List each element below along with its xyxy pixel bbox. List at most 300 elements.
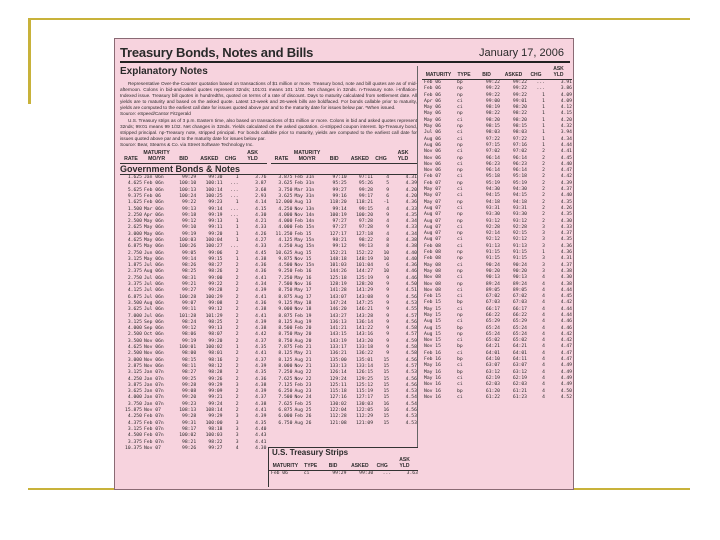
bills-cell: np — [457, 155, 463, 161]
gov-cell: 8.875 — [278, 313, 293, 319]
bills-cell: 98:20 — [512, 105, 527, 111]
gov-cell: Feb 07n — [143, 439, 164, 445]
gov-cell: 4.57 — [405, 313, 417, 319]
gov-cell: ... — [230, 181, 239, 187]
bills-cell: 3 — [542, 243, 545, 249]
bills-cell: ci — [457, 117, 463, 123]
gov-cell: 99:09 — [208, 389, 223, 395]
gov-cell: 3.125 — [127, 319, 142, 325]
gov-cell: 98:00 — [182, 351, 197, 357]
bills-cell: 67:03 — [485, 300, 500, 306]
bills-cell: 98:15 — [512, 124, 527, 130]
bills-cell: 1 — [542, 111, 545, 117]
bills-cell: 65:24 — [512, 331, 527, 337]
bills-cell: 2 — [542, 180, 545, 186]
gov-cell: 4.20 — [405, 193, 417, 199]
gov-cell: 100:27 — [205, 244, 223, 250]
gov-cell: Mar 31n — [294, 187, 315, 193]
bills-cell: 99:01 — [512, 98, 527, 104]
bills-cell: 97:02 — [485, 149, 500, 155]
bills-cell: ci — [457, 98, 463, 104]
bills-cell: np — [457, 312, 463, 318]
gov-cell: 98:27 — [182, 370, 197, 376]
gov-cell: Nov 13n — [294, 206, 315, 212]
gov-cell: 99:28 — [358, 187, 374, 193]
bills-cell: 94:15 — [485, 193, 500, 199]
gov-cell: 144:26 — [329, 269, 347, 275]
gov-cell: 100:01 — [179, 345, 197, 351]
gov-cell: 4 — [386, 219, 390, 225]
bills-cell: 4 — [542, 382, 545, 388]
gov-cell: May 06n — [143, 225, 164, 231]
gov-cell: 99:28 — [182, 382, 197, 388]
gov-cell: Mar 06n — [143, 206, 164, 212]
gov-cell: 99:19 — [182, 338, 197, 344]
gov-cell: Nov 06n — [143, 357, 164, 363]
gov-cell: Jul 06n — [143, 294, 164, 300]
bills-cell: ci — [457, 193, 463, 199]
bills-cell: Aug 07 — [424, 237, 441, 243]
gov-cell: 118:20 — [329, 200, 347, 206]
bills-cell: 96:23 — [485, 161, 500, 167]
gov-cell: 4.20 — [405, 187, 417, 193]
gov-cell: May 18 — [294, 300, 312, 306]
gov-cell: 99:06 — [208, 250, 223, 256]
gov-cell: Nov 06n — [143, 363, 164, 369]
gov-cell: 9 — [386, 282, 390, 288]
gov-cell: 4.46 — [405, 269, 417, 275]
gov-cell: 4.43 — [255, 433, 267, 439]
gov-cell: 8.125 — [278, 319, 293, 325]
bills-cell: 98:20 — [512, 117, 527, 123]
bills-cell: 91:15 — [485, 256, 500, 262]
gov-cell: 4.500 — [278, 263, 293, 269]
gov-cell: 3 — [235, 426, 239, 432]
bills-cell: 92:15 — [512, 231, 527, 237]
bills-cell: 4 — [542, 331, 545, 337]
bills-cell: May 15 — [424, 306, 441, 312]
gov-cell: Nov 14n — [294, 212, 315, 218]
gov-cell: 98:26 — [208, 269, 223, 275]
gov-cell: 98:31 — [182, 275, 197, 281]
gov-cell: 99:26 — [208, 376, 223, 382]
gov-cell: May 06n — [143, 244, 164, 250]
bills-cell: bp — [457, 80, 463, 85]
gov-cell: 4.31 — [405, 175, 417, 181]
gov-cell: -1 — [383, 200, 390, 206]
gov-cell: 4.53 — [405, 414, 417, 420]
bills-cell: 98:03 — [512, 130, 527, 136]
gov-cell: 7.500 — [278, 282, 293, 288]
bills-cell: 4.52 — [560, 394, 572, 400]
bills-cell: 91:13 — [485, 243, 500, 249]
bills-cell: ci — [457, 224, 463, 230]
gov-cell: 3.125 — [127, 426, 142, 432]
col-header: ASK YLD — [399, 457, 410, 469]
bills-cell: np — [457, 212, 463, 218]
gov-cell: Aug 06n — [143, 269, 164, 275]
gov-cell: 99:12 — [208, 307, 223, 313]
gov-cell: Jan 07n — [143, 382, 164, 388]
bills-cell: 1 — [542, 130, 545, 136]
strips-cell: 3.63 — [406, 471, 418, 476]
bills-cell: 3 — [542, 268, 545, 274]
gov-cell: 4.42 — [255, 332, 267, 338]
gov-cell: 99:29 — [208, 382, 223, 388]
gov-cell: 99:08 — [208, 300, 223, 306]
bills-cell: 4.46 — [560, 325, 572, 331]
gov-cell: 15 — [383, 414, 390, 420]
gov-cell: 95:26 — [358, 181, 374, 187]
gov-cell: Feb 07n — [143, 420, 164, 426]
gov-cell: 4.15 — [255, 206, 267, 212]
gov-cell: 152:22 — [356, 250, 374, 256]
gov-cell: 8.875 — [278, 294, 293, 300]
gov-cell: 6.875 — [127, 244, 142, 250]
gov-cell: 9 — [386, 307, 390, 313]
newspaper-clipping — [114, 38, 574, 490]
bills-cell: 4.35 — [560, 237, 572, 243]
gov-cell: 10.375 — [125, 445, 142, 451]
gov-col-header: BID — [179, 156, 189, 163]
bills-cell: 67:03 — [512, 300, 527, 306]
bills-cell: 94:30 — [485, 187, 500, 193]
bills-cell: 3 — [542, 231, 545, 237]
gov-cell: 122:05 — [356, 408, 374, 414]
gov-cell: 4.33 — [405, 225, 417, 231]
gov-cell: 15 — [383, 370, 390, 376]
gov-cell: 2 — [235, 275, 239, 281]
bills-cell: Feb 15 — [424, 294, 441, 300]
strips-column-headers — [269, 457, 418, 471]
gov-cell: 4.625 — [127, 238, 142, 243]
gov-cell: 3.76 — [255, 175, 267, 181]
bills-cell: 63:07 — [485, 363, 500, 369]
gov-cell: 4.40 — [405, 256, 417, 262]
bills-cell: 62:19 — [512, 375, 527, 381]
gov-cell: 98:24 — [182, 319, 197, 325]
page-title: Treasury Bonds, Notes and Bills — [120, 45, 314, 60]
gov-cell: 4.40 — [255, 426, 267, 432]
gov-cell: 4.53 — [405, 300, 417, 306]
gov-cell: 141:22 — [356, 326, 374, 332]
bills-cell: ci — [457, 287, 463, 293]
gov-cell: 4.41 — [255, 439, 267, 445]
bills-cell: Nov 15 — [424, 344, 441, 350]
bills-cell: bp — [457, 369, 463, 375]
gov-cell: 3.375 — [127, 439, 142, 445]
gov-cell: 2 — [235, 269, 239, 275]
gov-cell: 4.41 — [255, 313, 267, 319]
gov-cell: Feb 21 — [294, 345, 312, 351]
gov-cell: 99:14 — [208, 206, 223, 212]
bills-cell: 99:22 — [512, 86, 527, 92]
gov-cell: 3 — [235, 433, 239, 439]
gov-cell: Aug 23 — [294, 389, 312, 395]
gov-cell: Nov 16 — [294, 282, 312, 288]
bills-cell: 4.39 — [560, 180, 572, 186]
col-header: MATURITY — [272, 463, 299, 469]
bills-cell: 4 — [542, 319, 545, 325]
gov-cell: 4.59 — [405, 338, 417, 344]
gov-cell: 101:04 — [356, 263, 374, 269]
gov-cell: 15.875 — [125, 408, 142, 414]
gov-cell: 143:15 — [329, 332, 347, 338]
bills-cell: 95:19 — [512, 180, 527, 186]
bills-cell: 94:30 — [512, 187, 527, 193]
gov-cell: ... — [230, 193, 239, 199]
bills-cell: 90:13 — [512, 275, 527, 281]
gov-col-header: ASKED — [350, 156, 369, 163]
notes-paragraph-2: U.S. Treasury strips as of 3 p.m. Eastern time, also based on transactions of $1 million or more. Colons in bid and asked quotes represent 32nds; 99:01 means 99 1/32. Net changes in 32nds. Yields calculated on the asked quotation. ci-stripped coupon interest. bp-Treasury bond, stripped principal. np-Treasury note, stripped principal. For bonds callable prior to maturity, yields are computed to the earliest call date for issues quoted above par and to the maturity date for issues below par. — [120, 117, 417, 141]
gov-cell: Feb 19 — [294, 313, 312, 319]
bills-cell: 1 — [542, 92, 545, 98]
gov-cell: 8.750 — [278, 338, 293, 344]
gov-row — [120, 446, 267, 452]
gov-cell: 2 — [235, 363, 239, 369]
bills-cell: 90:24 — [512, 262, 527, 268]
gov-cell: 4.39 — [255, 288, 267, 294]
bills-cell: 65:24 — [485, 325, 500, 331]
gov-cell: Feb 07n — [143, 414, 164, 420]
gov-cell: 4.55 — [405, 307, 417, 313]
gov-cell: 4.36 — [405, 200, 417, 206]
gov-cell: 147:24 — [329, 300, 347, 306]
gov-cell: 100:10 — [179, 181, 197, 187]
gov-cell: 4.38 — [255, 401, 267, 407]
bills-cell: 3.94 — [560, 130, 572, 136]
bills-cell: 1 — [542, 105, 545, 111]
gov-cell: 4.38 — [255, 326, 267, 332]
gov-cell: 100:13 — [179, 187, 197, 193]
bills-cell: 1 — [542, 124, 545, 130]
bills-cell: 61:20 — [485, 388, 500, 394]
gov-cell: Nov 18 — [294, 307, 312, 313]
gov-col-header: RATE — [124, 156, 138, 163]
bills-cell: 95:18 — [512, 174, 527, 180]
gov-cell: 99:29 — [182, 175, 197, 181]
strips-heading: U.S. Treasury Strips — [272, 448, 349, 457]
gov-cell: 133:18 — [356, 345, 374, 351]
gov-cell: May 06n — [143, 219, 164, 225]
gov-cell: Feb 07n — [143, 426, 164, 432]
gov-cell: Feb 14n — [294, 219, 315, 225]
bills-cell: 4.30 — [560, 218, 572, 224]
gov-cell: 2 — [235, 376, 239, 382]
gov-cell: 98:01 — [208, 351, 223, 357]
gov-cell: 99:05 — [182, 250, 197, 256]
gov-cell: Aug 17 — [294, 294, 312, 300]
bills-cell: 93:31 — [512, 205, 527, 211]
gov-cell: 4.37 — [255, 395, 267, 401]
bills-cell: 65:02 — [485, 338, 500, 344]
bills-cell: 95:19 — [485, 180, 500, 186]
gov-cell: 99:16 — [332, 193, 347, 199]
bills-cell: 96:14 — [512, 155, 527, 161]
gov-cell: 3.375 — [127, 282, 142, 288]
gov-cell: 4 — [386, 206, 390, 212]
bills-cell: 4 — [542, 312, 545, 318]
bills-cell: 2 — [542, 161, 545, 167]
gov-cell: 7.625 — [278, 376, 293, 382]
gov-cell: 3.625 — [278, 181, 293, 187]
gov-cell: 9 — [386, 345, 390, 351]
gov-cell: 133:17 — [329, 345, 347, 351]
bills-cell: 4 — [542, 294, 545, 300]
bills-cell: ci — [457, 275, 463, 281]
bills-cell: May 16 — [424, 363, 441, 369]
bills-cell: Nov 06 — [424, 155, 441, 161]
bills-table — [422, 80, 572, 401]
gov-cell: 143:27 — [329, 313, 347, 319]
bills-cell: ci — [457, 394, 463, 400]
bills-cell: 4.45 — [560, 294, 572, 300]
gov-cell: May 20 — [294, 332, 312, 338]
bills-cell: np — [457, 331, 463, 337]
gov-cell: 129:25 — [356, 376, 374, 382]
gov-cell: 4.39 — [255, 319, 267, 325]
gov-cell: 4.36 — [255, 376, 267, 382]
gov-cell: 99:18 — [182, 212, 197, 218]
gov-cell: 16 — [383, 401, 390, 407]
gov-cell: 127:18 — [356, 231, 374, 237]
gov-cell: 136:22 — [356, 351, 374, 357]
bills-cell: 4.09 — [560, 92, 572, 98]
gov-cell: 15 — [383, 376, 390, 382]
gov-cell: 3.625 — [127, 389, 142, 395]
gov-cell: 4.35 — [255, 420, 267, 426]
gov-cell: 9 — [386, 319, 390, 325]
gov-cell: 99:14 — [182, 256, 197, 262]
gov-cell: 99:22 — [208, 282, 223, 288]
bills-cell: ci — [457, 262, 463, 268]
gov-cell: 4.250 — [127, 414, 142, 420]
gov-cell: 99:19 — [182, 231, 197, 237]
bills-cell: ... — [536, 86, 545, 92]
gov-cell: Oct 06n — [143, 332, 164, 338]
bills-cell: 91:15 — [512, 256, 527, 262]
bills-cell: 4 — [542, 300, 545, 306]
gov-cell: 3.625 — [278, 193, 293, 199]
bills-cell: 4.44 — [560, 287, 572, 293]
bills-cell: 4.35 — [560, 199, 572, 205]
gov-cell: 4.36 — [255, 300, 267, 306]
gov-cell: 6.875 — [278, 408, 293, 414]
bills-cell: 65:29 — [485, 319, 500, 325]
gov-cell: 3.750 — [278, 187, 293, 193]
gov-cell: Feb 23 — [294, 382, 312, 388]
bills-cell: 4 — [542, 275, 545, 281]
bills-cell: 65:24 — [512, 325, 527, 331]
gov-cell: 4.39 — [405, 181, 417, 187]
gov-cell: 99:23 — [182, 401, 197, 407]
gov-cell: 99:31 — [182, 420, 197, 426]
gov-cell: 2 — [235, 288, 239, 294]
bills-cell: np — [457, 250, 463, 256]
bills-cell: 3 — [542, 224, 545, 230]
gov-cell: May 06n — [143, 231, 164, 237]
gov-cell: 99:15 — [208, 256, 223, 262]
bills-cell: 4.32 — [560, 124, 572, 130]
gov-cell: Feb 06n — [143, 181, 164, 187]
bills-cell: 66:22 — [512, 312, 527, 318]
bills-cell: 4.26 — [560, 205, 572, 211]
bills-cell: ci — [457, 187, 463, 193]
bills-cell: 92:28 — [512, 224, 527, 230]
gov-cell: 4.41 — [255, 408, 267, 414]
bills-cell: May 08 — [424, 268, 441, 274]
bills-cell: np — [457, 168, 463, 174]
bills-cell: ci — [457, 149, 463, 155]
gov-col-header: RATE — [274, 156, 289, 163]
bills-cell: bp — [457, 325, 463, 331]
gov-cell: 98:16 — [208, 357, 223, 363]
bills-cell: Aug 15 — [424, 325, 441, 331]
gov-cell: 5 — [386, 181, 390, 187]
gov-cell: 98:17 — [182, 426, 197, 432]
gov-cell: 100:26 — [179, 244, 197, 250]
bills-cell: Aug 07 — [424, 212, 441, 218]
col-header: BID — [328, 463, 338, 469]
bills-cell: np — [457, 124, 463, 130]
gov-cell: 98:07 — [208, 332, 223, 338]
gov-cell: 4.56 — [405, 294, 417, 300]
gov-cell: 100:02 — [205, 345, 223, 351]
bills-cell: 94:15 — [512, 193, 527, 199]
bills-cell: np — [457, 256, 463, 262]
gov-cell: Aug 26 — [294, 420, 312, 426]
gov-cell: 143:16 — [356, 332, 374, 338]
gov-cell: 4.53 — [405, 389, 417, 395]
bills-cell: 2 — [542, 218, 545, 224]
bills-cell: ci — [457, 350, 463, 356]
gov-cell: 128:19 — [329, 282, 347, 288]
bills-cell: np — [457, 142, 463, 148]
bills-cell: 4.50 — [560, 388, 572, 394]
bills-cell: 4.38 — [560, 281, 572, 287]
gov-cell: 8.125 — [278, 357, 293, 363]
gov-cell: 99:21 — [208, 395, 223, 401]
gov-cell: 148:19 — [356, 256, 374, 262]
gov-cell: 98:22 — [358, 238, 374, 243]
gov-cell: 141:29 — [356, 288, 374, 294]
gov-cell: 3.125 — [127, 370, 142, 376]
bills-cell: 92:14 — [485, 231, 500, 237]
gov-cell: 2 — [235, 313, 239, 319]
bills-cell: Nov 08 — [424, 281, 441, 287]
bills-cell: 99:22 — [512, 92, 527, 98]
gov-cell: 2.500 — [127, 219, 142, 225]
gov-cell: 2 — [235, 282, 239, 288]
gov-cell: 4.000 — [278, 212, 293, 218]
gov-cell: 1 — [235, 256, 239, 262]
bills-cell: 99:22 — [485, 92, 500, 98]
gov-cell: 3.000 — [127, 357, 142, 363]
gov-cell: 98:12 — [208, 363, 223, 369]
bills-cell: ci — [457, 205, 463, 211]
gov-cell: 125:19 — [356, 275, 374, 281]
bills-cell: 4.46 — [560, 319, 572, 325]
gov-cell: 101:28 — [179, 313, 197, 319]
bills-cell: 98:22 — [512, 111, 527, 117]
strips-table — [269, 471, 418, 477]
gov-cell: 2.250 — [127, 212, 142, 218]
bills-cell: 66:17 — [512, 306, 527, 312]
bills-cell: 64:01 — [512, 350, 527, 356]
gov-cell: 141:28 — [329, 288, 347, 294]
gov-cell: 98:21 — [182, 439, 197, 445]
gov-cell: 4.27 — [255, 238, 267, 243]
